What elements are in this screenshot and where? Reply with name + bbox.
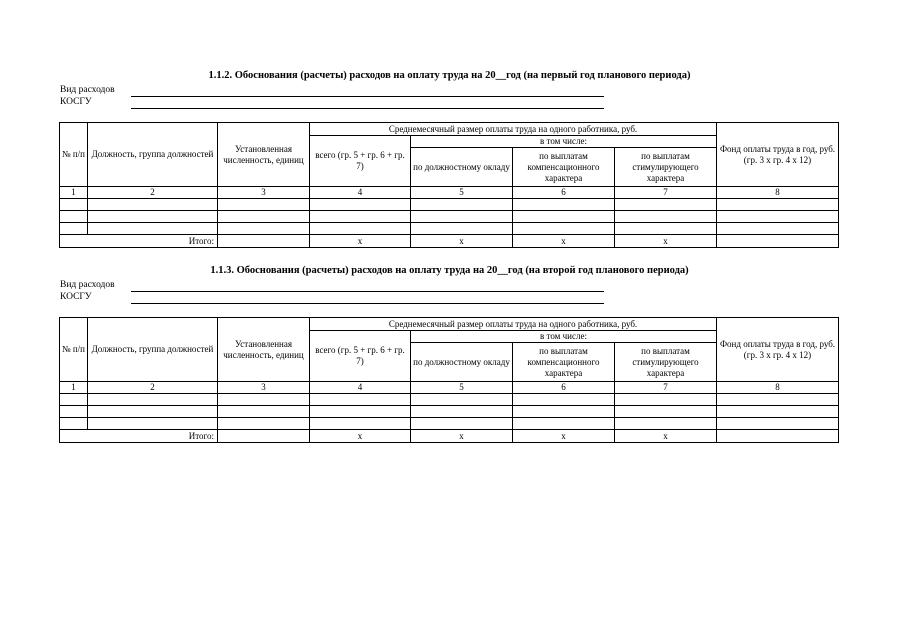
column-number: 3	[218, 382, 310, 394]
column-number: 3	[218, 187, 310, 199]
header-avg-group: Среднемесячный размер оплаты труда на одного работника, руб.	[310, 318, 717, 331]
total-headcount-cell[interactable]	[218, 430, 310, 443]
header-salary: по должностному окладу	[411, 148, 513, 187]
cell[interactable]	[411, 199, 513, 211]
column-number: 1	[60, 382, 88, 394]
column-number: 4	[310, 187, 411, 199]
cell[interactable]	[513, 406, 615, 418]
cell[interactable]	[60, 418, 88, 430]
header-compensation: по выплатам компенсационного характера	[513, 148, 615, 187]
header-headcount: Установленная численность, единиц	[218, 123, 310, 187]
section-2-title: 1.1.3. Обоснования (расчеты) расходов на оплату труда на 20__год (на второй год планового периода)	[210, 265, 689, 276]
total-mark: x	[513, 430, 615, 443]
cell[interactable]	[411, 406, 513, 418]
column-number: 4	[310, 382, 411, 394]
total-label: Итого:	[60, 430, 218, 443]
cell[interactable]	[615, 394, 717, 406]
total-fund-cell[interactable]	[717, 235, 839, 248]
column-number: 2	[88, 187, 218, 199]
cell[interactable]	[60, 211, 88, 223]
column-number: 5	[411, 187, 513, 199]
total-mark: x	[615, 235, 717, 248]
total-fund-cell[interactable]	[717, 430, 839, 443]
cell[interactable]	[513, 418, 615, 430]
cell[interactable]	[218, 199, 310, 211]
section-1-expense-type-line[interactable]	[131, 96, 604, 97]
cell[interactable]	[310, 223, 411, 235]
header-including: в том числе:	[411, 136, 717, 148]
cell[interactable]	[88, 199, 218, 211]
header-avg-group: Среднемесячный размер оплаты труда на одного работника, руб.	[310, 123, 717, 136]
cell[interactable]	[310, 394, 411, 406]
cell[interactable]	[60, 406, 88, 418]
header-salary: по должностному окладу	[411, 343, 513, 382]
section-2-kosgu-label: КОСГУ	[60, 292, 92, 302]
header-fund: Фонд оплаты труда в год, руб. (гр. 3 х гр. 4 х 12)	[717, 123, 839, 187]
cell[interactable]	[218, 406, 310, 418]
column-number: 8	[717, 382, 839, 394]
header-total: всего (гр. 5 + гр. 6 + гр. 7)	[310, 331, 411, 382]
table-row[interactable]	[60, 406, 839, 418]
cell[interactable]	[615, 418, 717, 430]
cell[interactable]	[218, 211, 310, 223]
cell[interactable]	[717, 406, 839, 418]
total-label: Итого:	[60, 235, 218, 248]
table-row[interactable]	[60, 211, 839, 223]
cell[interactable]	[411, 394, 513, 406]
column-number: 7	[615, 382, 717, 394]
section-1-kosgu-label: КОСГУ	[60, 97, 92, 107]
cell[interactable]	[717, 418, 839, 430]
header-total: всего (гр. 5 + гр. 6 + гр. 7)	[310, 136, 411, 187]
cell[interactable]	[60, 199, 88, 211]
column-number: 2	[88, 382, 218, 394]
cell[interactable]	[88, 223, 218, 235]
cell[interactable]	[310, 418, 411, 430]
header-fund: Фонд оплаты труда в год, руб. (гр. 3 х гр. 4 х 12)	[717, 318, 839, 382]
header-position: Должность, группа должностей	[88, 318, 218, 382]
total-mark: x	[411, 235, 513, 248]
cell[interactable]	[218, 418, 310, 430]
cell[interactable]	[88, 406, 218, 418]
cell[interactable]	[411, 223, 513, 235]
column-number: 1	[60, 187, 88, 199]
table-row[interactable]	[60, 418, 839, 430]
section-2-table	[59, 317, 839, 443]
cell[interactable]	[88, 211, 218, 223]
header-compensation: по выплатам компенсационного характера	[513, 343, 615, 382]
column-number: 8	[717, 187, 839, 199]
cell[interactable]	[310, 211, 411, 223]
section-2-expense-type-line[interactable]	[131, 291, 604, 292]
total-headcount-cell[interactable]	[218, 235, 310, 248]
total-mark: x	[615, 430, 717, 443]
cell[interactable]	[60, 223, 88, 235]
column-number-row	[60, 382, 839, 394]
cell[interactable]	[60, 394, 88, 406]
section-1-expense-type-label: Вид расходов	[60, 85, 115, 95]
cell[interactable]	[310, 406, 411, 418]
cell[interactable]	[615, 223, 717, 235]
cell[interactable]	[218, 394, 310, 406]
total-row	[60, 235, 839, 248]
cell[interactable]	[88, 418, 218, 430]
cell[interactable]	[513, 394, 615, 406]
cell[interactable]	[513, 223, 615, 235]
cell[interactable]	[717, 223, 839, 235]
header-no: № п/п	[60, 318, 88, 382]
cell[interactable]	[513, 211, 615, 223]
section-2-expense-type-label: Вид расходов	[60, 280, 115, 290]
cell[interactable]	[310, 199, 411, 211]
cell[interactable]	[717, 394, 839, 406]
header-incentive: по выплатам стимулирующего характера	[615, 343, 717, 382]
section-1-table	[59, 122, 839, 248]
section-2-kosgu-line[interactable]	[131, 303, 604, 304]
cell[interactable]	[411, 418, 513, 430]
column-number: 7	[615, 187, 717, 199]
cell[interactable]	[615, 406, 717, 418]
header-incentive: по выплатам стимулирующего характера	[615, 148, 717, 187]
cell[interactable]	[513, 199, 615, 211]
total-mark: x	[411, 430, 513, 443]
table-row[interactable]	[60, 199, 839, 211]
table-row[interactable]	[60, 394, 839, 406]
total-mark: x	[310, 430, 411, 443]
cell[interactable]	[717, 199, 839, 211]
section-1-kosgu-line[interactable]	[131, 108, 604, 109]
section-1-title: 1.1.2. Обоснования (расчеты) расходов на оплату труда на 20__год (на первый год планового периода)	[208, 70, 691, 81]
header-including: в том числе:	[411, 331, 717, 343]
cell[interactable]	[615, 199, 717, 211]
header-headcount: Установленная численность, единиц	[218, 318, 310, 382]
column-number-row	[60, 187, 839, 199]
total-mark: x	[513, 235, 615, 248]
column-number: 6	[513, 382, 615, 394]
cell[interactable]	[717, 211, 839, 223]
cell[interactable]	[615, 211, 717, 223]
cell[interactable]	[88, 394, 218, 406]
header-no: № п/п	[60, 123, 88, 187]
table-row[interactable]	[60, 223, 839, 235]
cell[interactable]	[218, 223, 310, 235]
column-number: 5	[411, 382, 513, 394]
total-mark: x	[310, 235, 411, 248]
cell[interactable]	[411, 211, 513, 223]
total-row	[60, 430, 839, 443]
header-position: Должность, группа должностей	[88, 123, 218, 187]
column-number: 6	[513, 187, 615, 199]
